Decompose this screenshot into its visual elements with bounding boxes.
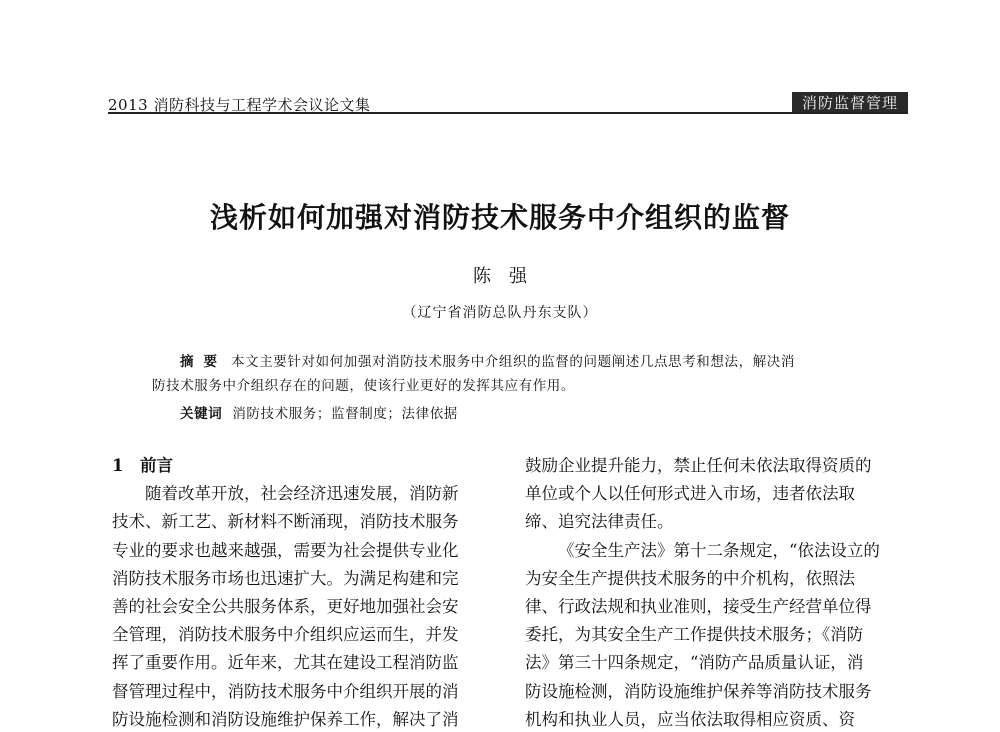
body-line: 挥了重要作用。近年来，尤其在建设工程消防监 bbox=[112, 653, 459, 673]
abstract-line-1 bbox=[152, 350, 872, 374]
body-line: 专业的要求也越来越强，需要为社会提供专业化 bbox=[112, 540, 459, 560]
abstract bbox=[152, 350, 872, 398]
keywords bbox=[180, 402, 458, 422]
body-line: 缔、追究法律责任。 bbox=[525, 512, 674, 532]
section-heading: 1 前言 bbox=[112, 456, 173, 475]
author-name: 陈强 bbox=[473, 266, 545, 287]
body-line: 消防技术服务市场也迅速扩大。为满足构建和完 bbox=[112, 568, 459, 588]
body-column-left bbox=[112, 452, 500, 732]
body-column-right bbox=[525, 452, 913, 732]
body-line: 《安全生产法》第十二条规定，“依法设立的 bbox=[558, 540, 880, 560]
running-header-title: 2013 消防科技与工程学术会议论文集 bbox=[108, 96, 371, 114]
body-line: 善的社会安全公共服务体系，更好地加强社会安 bbox=[112, 597, 459, 617]
paper-title: 浅析如何加强对消防技术服务中介组织的监督 bbox=[209, 201, 790, 234]
body-line: 单位或个人以任何形式进入市场，违者依法取 bbox=[525, 484, 855, 504]
body-line: 委托，为其安全生产工作提供技术服务；《消防 bbox=[525, 625, 864, 645]
abstract-label: 摘要 bbox=[180, 354, 227, 370]
body-line: 为安全生产提供技术服务的中介机构，依照法 bbox=[525, 568, 855, 588]
body-line: 防设施检测，消防设施维护保养等消防技术服务 bbox=[525, 681, 872, 701]
author-affiliation: （辽宁省消防总队丹东支队） bbox=[402, 305, 598, 321]
abstract-text-1: 本文主要针对如何加强对消防技术服务中介组织的监督的问题阐述几点思考和想法，解决消 bbox=[231, 354, 795, 370]
body-line: 全管理，消防技术服务中介组织应运而生，并发 bbox=[112, 625, 459, 645]
header-rule bbox=[108, 112, 908, 114]
keywords-label: 关键词 bbox=[180, 406, 223, 422]
body-line: 鼓励企业提升能力，禁止任何未依法取得资质的 bbox=[525, 456, 872, 475]
running-header-section-tag: 消防监督管理 bbox=[792, 92, 908, 114]
body-line: 防设施检测和消防设施维护保养工作，解决了消 bbox=[112, 709, 459, 729]
body-line: 律、行政法规和执业准则，接受生产经营单位得 bbox=[525, 597, 872, 617]
body-line: 随着改革开放，社会经济迅速发展，消防新 bbox=[145, 484, 459, 504]
keywords-text: 消防技术服务；监督制度；法律依据 bbox=[232, 406, 458, 422]
body-line: 法》第三十四条规定，“消防产品质量认证，消 bbox=[525, 653, 864, 673]
body-line: 技术、新工艺、新材料不断涌现，消防技术服务 bbox=[112, 512, 459, 532]
body-line: 督管理过程中，消防技术服务中介组织开展的消 bbox=[112, 681, 459, 701]
body-line: 机构和执业人员，应当依法取得相应资质、资 bbox=[525, 709, 855, 729]
abstract-line-2: 防技术服务中介组织存在的问题，使该行业更好的发挥其应有作用。 bbox=[152, 378, 575, 394]
